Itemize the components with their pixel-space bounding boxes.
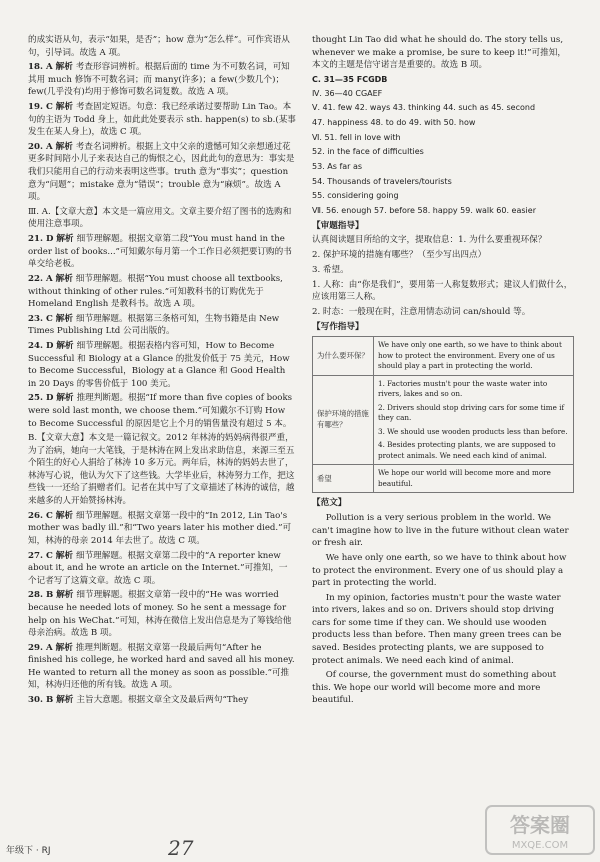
analysis-label: 解析 — [56, 341, 77, 352]
answer-text: 细节理解题。根据第三条格可知，生物书籍是由 New Times Publishing Ltd 公司出版的。 — [28, 313, 280, 337]
fill-answer-line: 47. happiness 48. to do 49. with 50. how — [312, 118, 476, 128]
review-heading: 【审题指导】 — [312, 220, 364, 231]
model-essay — [312, 512, 574, 707]
fill-answer-line: 53. As far as — [312, 162, 363, 172]
guide-row — [313, 337, 574, 376]
analysis-label: 解析 — [55, 102, 76, 113]
answer-text: 考查名词辨析。根据上文中父亲的遗憾可知父亲想通过花更多时间陪小儿子来表达自己的悔恨之心，因此此句的意思为：事实是我们只能用自己的行动来表明这些事。truth 意为“事实”；question 意为“问题”；mistake 意为“错误”；trouble 意为“麻烦”。故选 A 项。 — [28, 141, 295, 203]
guide-row-header: 保护环境的措施有哪些？ — [313, 375, 374, 465]
answer-text: 细节理解题。根据表格内容可知，How to Become Successful 和 Biology at a Glance 的批发价低于 75 美元，How to Become Successful，Biology at a Glance 和 Good Health in 20 Days 的零售价低于 100 美元。 — [28, 341, 290, 389]
answer-item — [28, 432, 296, 507]
answer-number: 25. D — [28, 393, 57, 404]
answer-text: 考查形容词辨析。根据后面的 time 为不可数名词，可知其用 much 修饰不可数名词；而 many(许多)；a few(少数几个)；few(几乎没有)均用于修饰可数名词复数。故选 A 项。 — [28, 62, 290, 98]
answer-text: 细节理解题。根据文章第一段中的“He was worried because he needed lots of money. So he sent a message for help on his WeChat.”可知，林涛在微信上发出信息是为了筹钱给他母亲治病。故选 B 项。 — [28, 590, 292, 639]
analysis-label: 解析 — [56, 234, 77, 245]
answer-text: 的成实语从句，表示“如果，是否”；how 意为“怎么样”。可作宾语从句，引导词。故选 A 项。 — [28, 35, 290, 58]
guide-row-content — [374, 465, 574, 493]
answer-item — [28, 141, 296, 204]
answer-item — [28, 550, 296, 588]
answer-item — [28, 313, 296, 338]
answer-text: 细节理解题。根据文章第二段中的“A reporter knew about it, and he wrote an article on the Internet.”可推知，一个记者写了这篇文章。故选 C 项。 — [28, 550, 288, 586]
essay-paragraph: We have only one earth, so we have to think about how to protect the environment. Every one of us should play a part in protecting the world. — [312, 552, 567, 589]
guide-row-header: 希望 — [313, 465, 374, 493]
answer-text: 推理判断题。根据文章第一段最后两句“After he finished his college, he worked hard and saved all his money. He wanted to return all the money as soon as possible.”可推知，林涛归还他的所有钱。故选 A 项。 — [28, 642, 295, 691]
answer-text: 推理判断题。根据“If more than five copies of books were sold last month, we choose them.”可知戴尔不订购 How to Become Successful 的原因是它上个月的销售量没有超过 5 本。 — [28, 393, 293, 429]
answer-item — [28, 101, 296, 139]
answer-number: 20. A — [28, 141, 56, 152]
answer-item — [28, 589, 296, 639]
review-line: 1. 人称：由“你是我们”，要用第一人称复数形式；建议人们做什么，应该用第三人称。 — [312, 279, 573, 303]
guide-line: We hope our world will become more and more beautiful. — [378, 468, 551, 488]
guide-line: 4. Besides protecting plants, we are supposed to protect animals. We need each kind of animal. — [378, 440, 556, 460]
answer-item — [28, 273, 296, 311]
answer-number: 21. D — [28, 234, 57, 245]
page-number: 27 — [168, 836, 194, 860]
guide-line: 1. Factories mustn't pour the waste water into rivers, lakes and so on. — [378, 378, 548, 399]
writing-heading: 【写作指导】 — [312, 321, 364, 332]
review-line: 2. 保护环境的措施有哪些？（至少写出四点） — [312, 250, 487, 261]
writing-guide-table — [312, 336, 574, 493]
c-answer-line: C. 31—35 FCGDB — [312, 74, 388, 84]
answer-number: 18. A — [28, 62, 56, 73]
footer-grade: 年级下 · RJ — [6, 846, 51, 856]
fill-answer-line: 52. in the face of difficulties — [312, 147, 424, 157]
answer-number: 23. C — [28, 313, 56, 324]
answer-number: 26. C — [28, 510, 56, 521]
guide-row-header: 为什么要环保？ — [313, 337, 374, 376]
answer-text: 主旨大意题。根据文章全文及最后两句“They — [76, 695, 249, 706]
answer-item — [28, 34, 296, 59]
fill-answer-line: 55. considering going — [312, 191, 399, 201]
analysis-label: 解析 — [56, 695, 77, 706]
essay-paragraph: In my opinion, factories mustn't pour the waste water into rivers, lakes and so on. Drivers should stop driving cars for some time if they can. We should use wooden products less than before. Then many green trees can be saved. Besides protecting plants, we are supposed to protect animals. We need each kind of animal. — [312, 592, 562, 666]
fill-answer-line: Ⅵ. 51. fell in love with — [312, 132, 401, 142]
guide-row — [313, 465, 574, 493]
analysis-label: 解析 — [55, 313, 76, 324]
review-line: 2. 时态：一般现在时，注意用情态动词 can/should 等。 — [312, 306, 531, 317]
answer-number: 27. C — [28, 550, 56, 561]
answer-text: 细节理解题。根据文章第一段中的“In 2012, Lin Tao's mother was badly ill.”和“Two years later his mother died.”可知，林涛的母亲 2014 年去世了。故选 C 项。 — [28, 510, 292, 546]
answer-number: 30. B — [28, 695, 57, 706]
guide-row-content — [374, 337, 574, 376]
svg-text:答案圈: 答案圈 — [510, 813, 570, 837]
answer-item — [28, 340, 296, 390]
answer-number: 22. A — [28, 273, 56, 284]
analysis-label: 解析 — [55, 141, 76, 152]
answer-number: 19. C — [28, 102, 56, 113]
svg-text:MXQE.COM: MXQE.COM — [511, 840, 569, 851]
right-top-paragraph: thought Lin Tao did what he should do. The story tells us, whenever we make a promise, be sure to keep it!”可推知，本文的主题是信守诺言是重要的。故选 B 项。 — [312, 35, 566, 71]
review-guidance — [312, 234, 574, 318]
right-column — [312, 34, 574, 709]
essay-paragraph: Of course, the government must do something about this. We hope our world will become more and more beautiful. — [312, 670, 557, 706]
guide-line: 2. Drivers should stop driving cars for some time if they can. — [378, 402, 565, 423]
guide-row — [313, 375, 574, 465]
answer-text: B.【文章大意】本文是一篇记叙文。2012 年林涛的妈妈病得很严重，为了治病，她向一大笔钱，于是林涛在网上发出求助信息，来源三至五个陌生的好心人捐给了林涛 10 多万元。两年后，林涛的妈妈去世了，林涛写心说，他认为欠下了这些钱。大学毕业后，林涛努力工作，把这些钱一一还给了捐赠者们。记者在其中写了文章描述了林涛的诚信，越来越多的人开始赞扬林涛。 — [28, 433, 295, 507]
guide-line: 3. We should use wooden products less than before. — [378, 426, 568, 436]
answer-item — [28, 510, 296, 548]
analysis-label: 解析 — [56, 393, 77, 404]
analysis-label: 解析 — [56, 590, 77, 601]
left-column — [28, 34, 296, 709]
analysis-label: 解析 — [55, 550, 76, 561]
fill-answer-line: Ⅳ. 36—40 CGAEF — [312, 88, 383, 98]
analysis-label: 解析 — [55, 62, 76, 73]
answer-number: 28. B — [28, 590, 57, 601]
analysis-label: 解析 — [55, 510, 76, 521]
guide-line: We have only one earth, so we have to think about how to protect the environment. Every one of us should play a part in protecting the world. — [378, 340, 562, 371]
answer-item — [28, 642, 296, 692]
answer-item — [28, 61, 296, 99]
fill-answer-line: Ⅶ. 56. enough 57. before 58. happy 59. walk 60. easier — [312, 206, 536, 216]
fill-answer-line: 54. Thousands of travelers/tourists — [312, 176, 452, 186]
answer-number: 29. A — [28, 642, 56, 653]
answer-item — [28, 392, 296, 430]
answer-item — [28, 206, 296, 231]
answer-text: 考查固定短语。句意：我已经承诺过要帮助 Lin Tao。本句的主语为 Todd 身上，如此此处要表示 sth. happen(s) to sb.(某事发生在某人身上)，故选 C 项。 — [28, 102, 296, 138]
answer-text: 细节理解题。根据“You must choose all textbooks, without thinking of other rules.”可知教科书的订购优先于 Homeland English 是教科书。故选 A 项。 — [28, 273, 283, 310]
fill-answer-line: Ⅴ. 41. few 42. ways 43. thinking 44. such as 45. second — [312, 103, 536, 113]
review-line: 3. 希望。 — [312, 264, 349, 275]
answer-item — [28, 233, 296, 271]
answer-text: Ⅲ. A.【文章大意】本文是一篇应用文。文章主要介绍了图书的选购和使用注意事项。 — [28, 206, 292, 230]
analysis-label: 解析 — [55, 642, 76, 653]
answer-item — [28, 694, 296, 707]
essay-heading: 【范文】 — [312, 498, 347, 509]
guide-row-content — [374, 375, 574, 465]
fill-answers — [312, 88, 574, 217]
analysis-label: 解析 — [55, 273, 76, 284]
essay-paragraph: Pollution is a very serious problem in the world. We can't imagine how to live in the future without clean water or fresh air. — [312, 513, 569, 549]
answer-text: 细节理解题。根据文章第二段“You must hand in the order list of books...”可知戴尔每月第一个工作日必须把要订购的书单交给老板。 — [28, 234, 292, 270]
answer-number: 24. D — [28, 341, 57, 352]
watermark-logo — [484, 802, 596, 858]
review-line: 认真阅读题目所给的文字，提取信息：1. 为什么要重视环保？ — [312, 235, 547, 246]
